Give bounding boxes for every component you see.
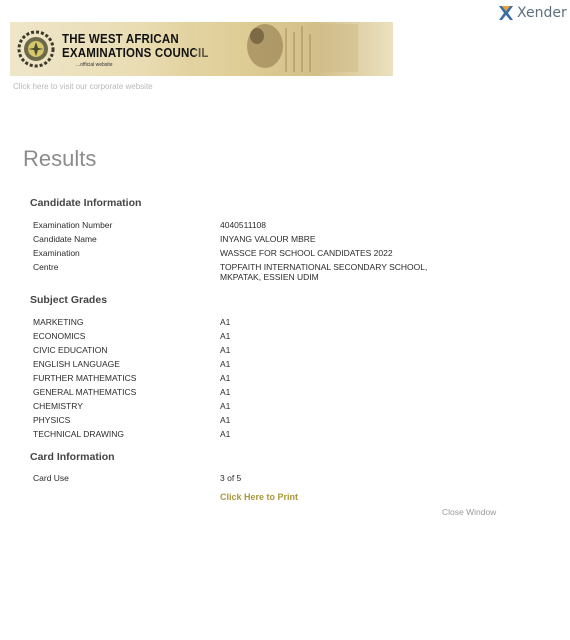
subject-grade: A1: [220, 317, 231, 327]
print-link[interactable]: Click Here to Print: [220, 492, 299, 502]
waec-header-banner[interactable]: [10, 22, 393, 76]
subject-grade: A1: [220, 359, 231, 369]
xender-watermark: [498, 5, 567, 21]
examination-label: Examination: [33, 248, 80, 258]
subject-name: CHEMISTRY: [33, 401, 83, 411]
exam-number-label: Examination Number: [33, 220, 113, 230]
subject-name: ENGLISH LANGUAGE: [33, 359, 120, 369]
subject-grade: A1: [220, 415, 231, 425]
card-information-heading: Card Information: [30, 451, 115, 463]
subject-grade: A1: [220, 429, 231, 439]
card-use-value: 3 of 5: [220, 473, 242, 483]
xender-label: Xender: [517, 5, 567, 21]
waec-crest-icon: [16, 29, 56, 69]
candidate-name-value: INYANG VALOUR MBRE: [220, 234, 316, 244]
subject-grade: A1: [220, 345, 231, 355]
subject-name: TECHNICAL DRAWING: [33, 429, 124, 439]
subject-grade: A1: [220, 387, 231, 397]
close-window-link[interactable]: Close Window: [442, 507, 497, 517]
subject-grade: A1: [220, 331, 231, 341]
banner-subtitle: ...official website: [76, 62, 113, 68]
candidate-name-label: Candidate Name: [33, 234, 97, 244]
banner-title-line2: EXAMINATIONS COUNCIL: [62, 46, 209, 60]
subject-grade: A1: [220, 401, 231, 411]
subject-name: MARKETING: [33, 317, 84, 327]
xender-logo-icon: [498, 5, 514, 21]
exam-number-value: 4040511108: [220, 220, 267, 230]
banner-decoration: [195, 22, 393, 76]
subject-name: FURTHER MATHEMATICS: [33, 373, 137, 383]
examination-value: WASSCE FOR SCHOOL CANDIDATES 2022: [220, 248, 393, 258]
centre-value-line2: MKPATAK, ESSIEN UDIM: [220, 272, 319, 282]
corporate-website-link[interactable]: Click here to visit our corporate website: [13, 82, 153, 91]
centre-label: Centre: [33, 262, 59, 272]
subject-grade: A1: [220, 373, 231, 383]
page-title: Results: [23, 146, 97, 171]
centre-value-line1: TOPFAITH INTERNATIONAL SECONDARY SCHOOL,: [220, 262, 428, 272]
subject-name: GENERAL MATHEMATICS: [33, 387, 137, 397]
banner-title-line1: THE WEST AFRICAN: [62, 32, 179, 46]
subject-name: CIVIC EDUCATION: [33, 345, 108, 355]
subject-grades-heading: Subject Grades: [30, 294, 108, 306]
candidate-information-heading: Candidate Information: [30, 197, 142, 209]
subject-name: ECONOMICS: [33, 331, 86, 341]
subject-name: PHYSICS: [33, 415, 71, 425]
card-use-label: Card Use: [33, 473, 69, 483]
